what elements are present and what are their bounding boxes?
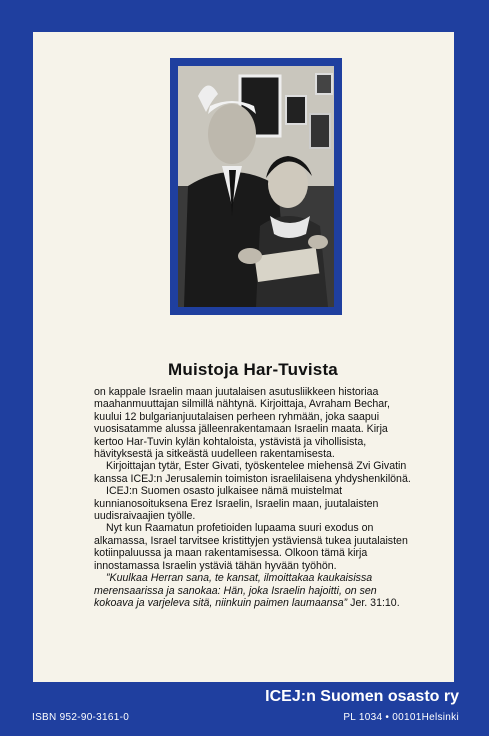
bible-quote (94, 572, 416, 609)
blurb-paragraph: Nyt kun Raamatun profetioiden lupaama suuri exodus on alkamassa, Israel tarvitsee kristittyjen ystäviensä tukea juutalaisten kotiinpaluussa ja maan rakentamisessa. Olkoon tämä kirja innostamassa Israelin ystäviä tähän hyvään työhön. (94, 522, 408, 572)
photo-frame (170, 58, 342, 315)
blurb-paragraph: ICEJ:n Suomen osasto julkaisee nämä muistelmat kunnianosoituksena Erez Israelin, Israelin maan, juutalaisten uudisraivaajien työlle. (94, 485, 379, 523)
blurb-paragraph: Kirjoittajan tytär, Ester Givati, työskentelee miehensä Zvi Givatin kanssa ICEJ:n Jerusalemin toimiston israelilaisena yhdyshenkilönä. (94, 460, 411, 485)
couple-photo-image (178, 66, 334, 307)
publisher-address: PL 1034 • 00101Helsinki (343, 712, 459, 723)
quote-reference: Jer. 31:10. (347, 596, 400, 609)
book-title: Muistoja Har-Tuvista (168, 360, 338, 379)
isbn: ISBN 952-90-3161-0 (32, 712, 130, 723)
blurb-text (94, 386, 416, 609)
blurb-paragraph: on kappale Israelin maan juutalaisen asutusliikkeen historiaa maahanmuuttajan silmillä nähtynä. Kirjoittaja, Avraham Bechar, kuului 12 bulgarianjuutalaisen perheen ryhmään, joka saapui vuosisatamme alussa jälleenrakentamaan Israelin maata. Kirja kertoo Har-Tuvin kylän kohtaloista, ystävistä ja vihollisista, hävityksestä ja sitkeästä uudelleen rakentamisesta. (94, 386, 390, 461)
publisher-name: ICEJ:n Suomen osasto ry (265, 688, 459, 705)
author-photo (178, 66, 334, 307)
quote-text: ”Kuulkaa Herran sana, te kansat, ilmoittakaa kaukaisissa merensaarissa ja sanokaa: Hän, joka Israelin hajoitti, on sen kokoava ja varjeleva sitä, niinkuin paimen laumaansa” (94, 572, 377, 609)
